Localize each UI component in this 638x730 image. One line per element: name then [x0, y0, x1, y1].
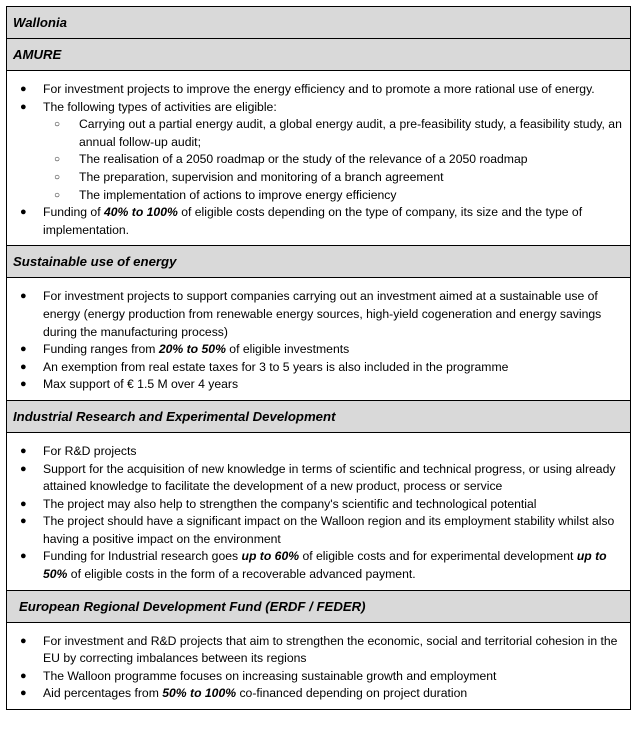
sub-list-item: ○ The realisation of a 2050 roadmap or the study of the relevance of a 2050 roadmap: [54, 152, 528, 167]
list-item: ● Max support of € 1.5 M over 4 years: [20, 377, 239, 392]
list-item: ● For investment projects to support companies carrying out an investment aimed at a sustainable use of energy (energy production from renewable energy sources, high-yield cogeneration and energy savings during the manufacturing process): [20, 289, 602, 339]
list-item: ● Support for the acquisition of new knowledge in terms of scientific and technical progress, or using already attained knowledge to facilitate the development of a new product, process or service: [20, 461, 616, 494]
list-item: ● Funding ranges from 20% to 50% of eligible investments: [20, 342, 350, 357]
section-heading-sustainable-energy: Sustainable use of energy: [7, 246, 630, 278]
list-item: ● The following types of activities are eligible: ○ Carrying out a partial energy audit, a global energy audit, a pre-feasibility study, a feasibility study, an annual follow-up audit; ○ The realisation of a 2050 roadmap or the study of the relevance of a 2050 roadmap ○ The preparation, supervision and monitoring of a branch agreement ○ The implementation of actions to improve energy efficiency: [7, 99, 624, 205]
list-item: ● An exemption from real estate taxes for 3 to 5 years is also included in the programme: [20, 359, 509, 374]
list-item: ● For investment projects to improve the energy efficiency and to promote a more rational use of energy.: [20, 82, 595, 96]
list-item: ● The Walloon programme focuses on increasing sustainable growth and employment: [20, 668, 497, 683]
list-item: ● Aid percentages from 50% to 100% co-financed depending on project duration: [20, 686, 468, 701]
table-title: Wallonia: [7, 7, 630, 39]
list-item: ● The project may also help to strengthen the company's scientific and technological potential: [20, 496, 537, 511]
section-heading-erdf: European Regional Development Fund (ERDF / FEDER): [7, 591, 630, 623]
list-item: ● For investment and R&D projects that aim to strengthen the economic, social and territorial cohesion in the EU by correcting imbalances between its regions: [20, 633, 618, 666]
section-body-amure: [7, 71, 630, 246]
list-item: ● For R&D projects: [20, 443, 137, 458]
sub-list-item: ○ The implementation of actions to improve energy efficiency: [54, 187, 397, 202]
section-body-industrial-research: [7, 433, 630, 591]
section-body-erdf: [7, 623, 630, 709]
list-item: ● The project should have a significant impact on the Walloon region and its employment stability whilst also having a positive impact on the environment: [20, 514, 615, 546]
funding-table: [6, 6, 631, 710]
sub-list-item: ○ Carrying out a partial energy audit, a global energy audit, a pre-feasibility study, a feasibility study, an annual follow-up audit;: [54, 117, 622, 149]
section-heading-amure: AMURE: [7, 39, 630, 71]
list-item: ● Funding of 40% to 100% of eligible costs depending on the type of company, its size and the type of implementation.: [20, 205, 583, 237]
sub-list-item: ○ The preparation, supervision and monitoring of a branch agreement: [54, 169, 444, 184]
section-heading-industrial-research: Industrial Research and Experimental Development: [7, 401, 630, 433]
list-item: ● Funding for Industrial research goes up to 60% of eligible costs and for experimental development up to 50% of eligible costs in the form of a recoverable advanced payment.: [20, 549, 607, 582]
section-body-sustainable-energy: [7, 278, 630, 401]
